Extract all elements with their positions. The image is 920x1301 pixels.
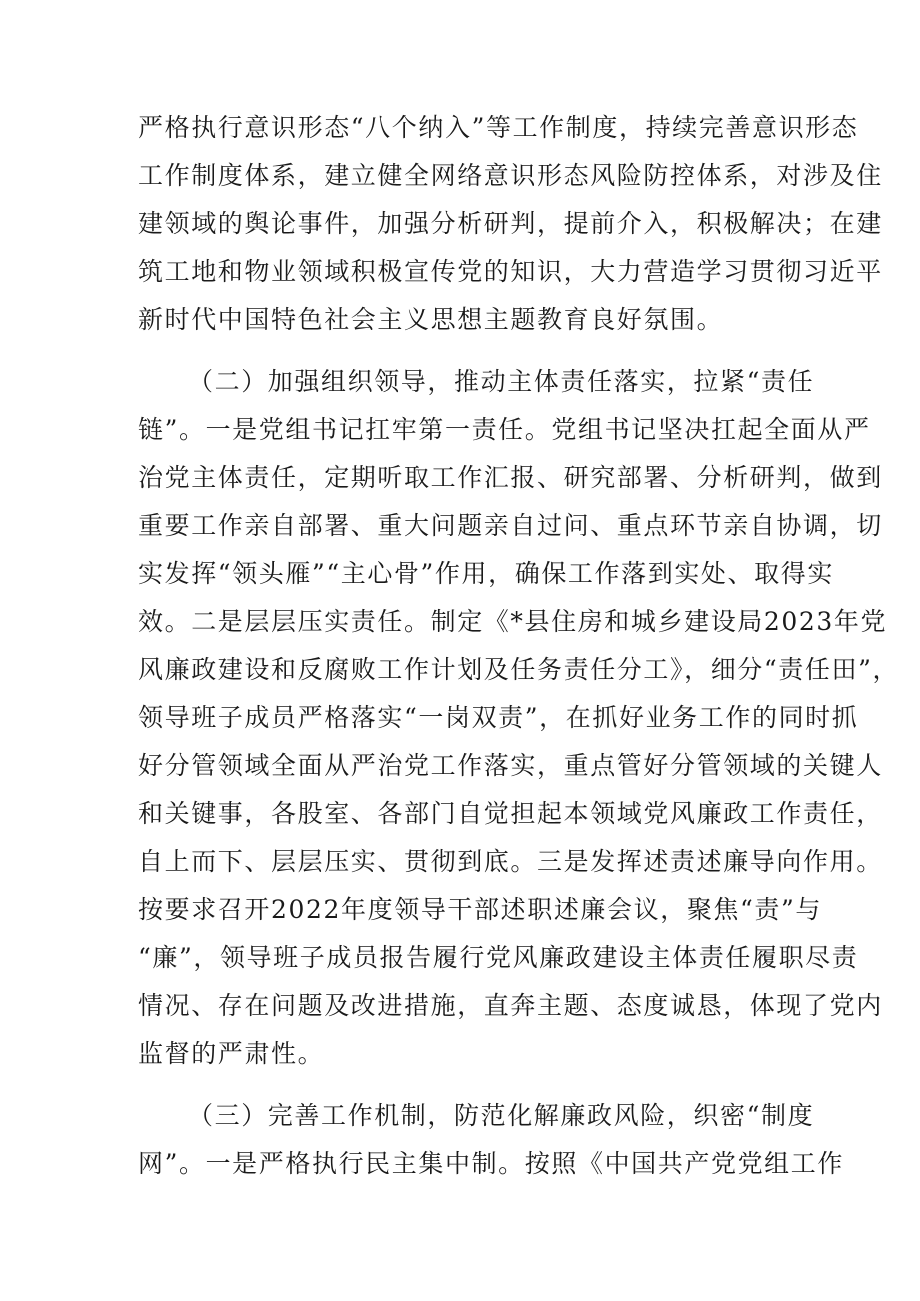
paragraph-1: [138, 104, 883, 344]
text-line: 重要工作亲自部署、重大问题亲自过问、重点环节亲自协调，切: [138, 511, 883, 540]
paragraph-gap: [138, 1078, 788, 1092]
text-line: 好分管领域全面从严治党工作落实，重点管好分管领域的关键人: [138, 751, 883, 780]
text-line: 网”。一是严格执行民主集中制。按照《中国共产党党组工作: [138, 1149, 844, 1178]
text-line: 治党主体责任，定期听取工作汇报、研究部署、分析研判，做到: [138, 463, 883, 492]
document-body: [138, 104, 900, 1188]
text-line: 领导班子成员严格落实“一岗双责”，在抓好业务工作的同时抓: [138, 703, 859, 732]
text-line: 新时代中国特色社会主义思想主题教育良好氛围。: [138, 305, 724, 334]
paragraph-3: [138, 1092, 844, 1188]
text-line: （二）加强组织领导，推动主体责任落实，拉紧“责任: [188, 367, 815, 396]
text-line: “廉”，领导班子成员报告履行党风廉政建设主体责任履职尽责: [138, 943, 859, 972]
text-line: 严格执行意识形态“八个纳入”等工作制度，持续完善意识形态: [138, 113, 859, 142]
text-line: 按要求召开2022年度领导干部述职述廉会议，聚焦“责”与: [138, 895, 822, 924]
text-line: 效。二是层层压实责任。制定《*县住房和城乡建设局2023年党: [138, 607, 888, 636]
text-line: （三）完善工作机制，防范化解廉政风险，织密“制度: [188, 1101, 815, 1130]
text-line: 监督的严肃性。: [138, 1039, 325, 1068]
text-line: 情况、存在问题及改进措施，直奔主题、态度诚恳，体现了党内: [138, 991, 883, 1020]
text-line: 链”。一是党组书记扛牢第一责任。党组书记坚决扛起全面从严: [138, 415, 871, 444]
text-line: 工作制度体系，建立健全网络意识形态风险防控体系，对涉及住: [138, 161, 883, 190]
text-line: 筑工地和物业领域积极宣传党的知识，大力营造学习贯彻习近平: [138, 257, 883, 286]
text-line: 风廉政建设和反腐败工作计划及任务责任分工》，细分“责任田”，: [138, 655, 900, 684]
text-line: 建领域的舆论事件，加强分析研判，提前介入，积极解决；在建: [138, 209, 883, 238]
text-line: 自上而下、层层压实、贯彻到底。三是发挥述责述廉导向作用。: [138, 847, 883, 876]
paragraph-2: [138, 358, 900, 1078]
paragraph-gap: [138, 344, 788, 358]
text-line: 和关键事，各股室、各部门自觉担起本领域党风廉政工作责任，: [138, 799, 883, 828]
text-line: 实发挥“领头雁”“主心骨”作用，确保工作落到实处、取得实: [138, 559, 834, 588]
